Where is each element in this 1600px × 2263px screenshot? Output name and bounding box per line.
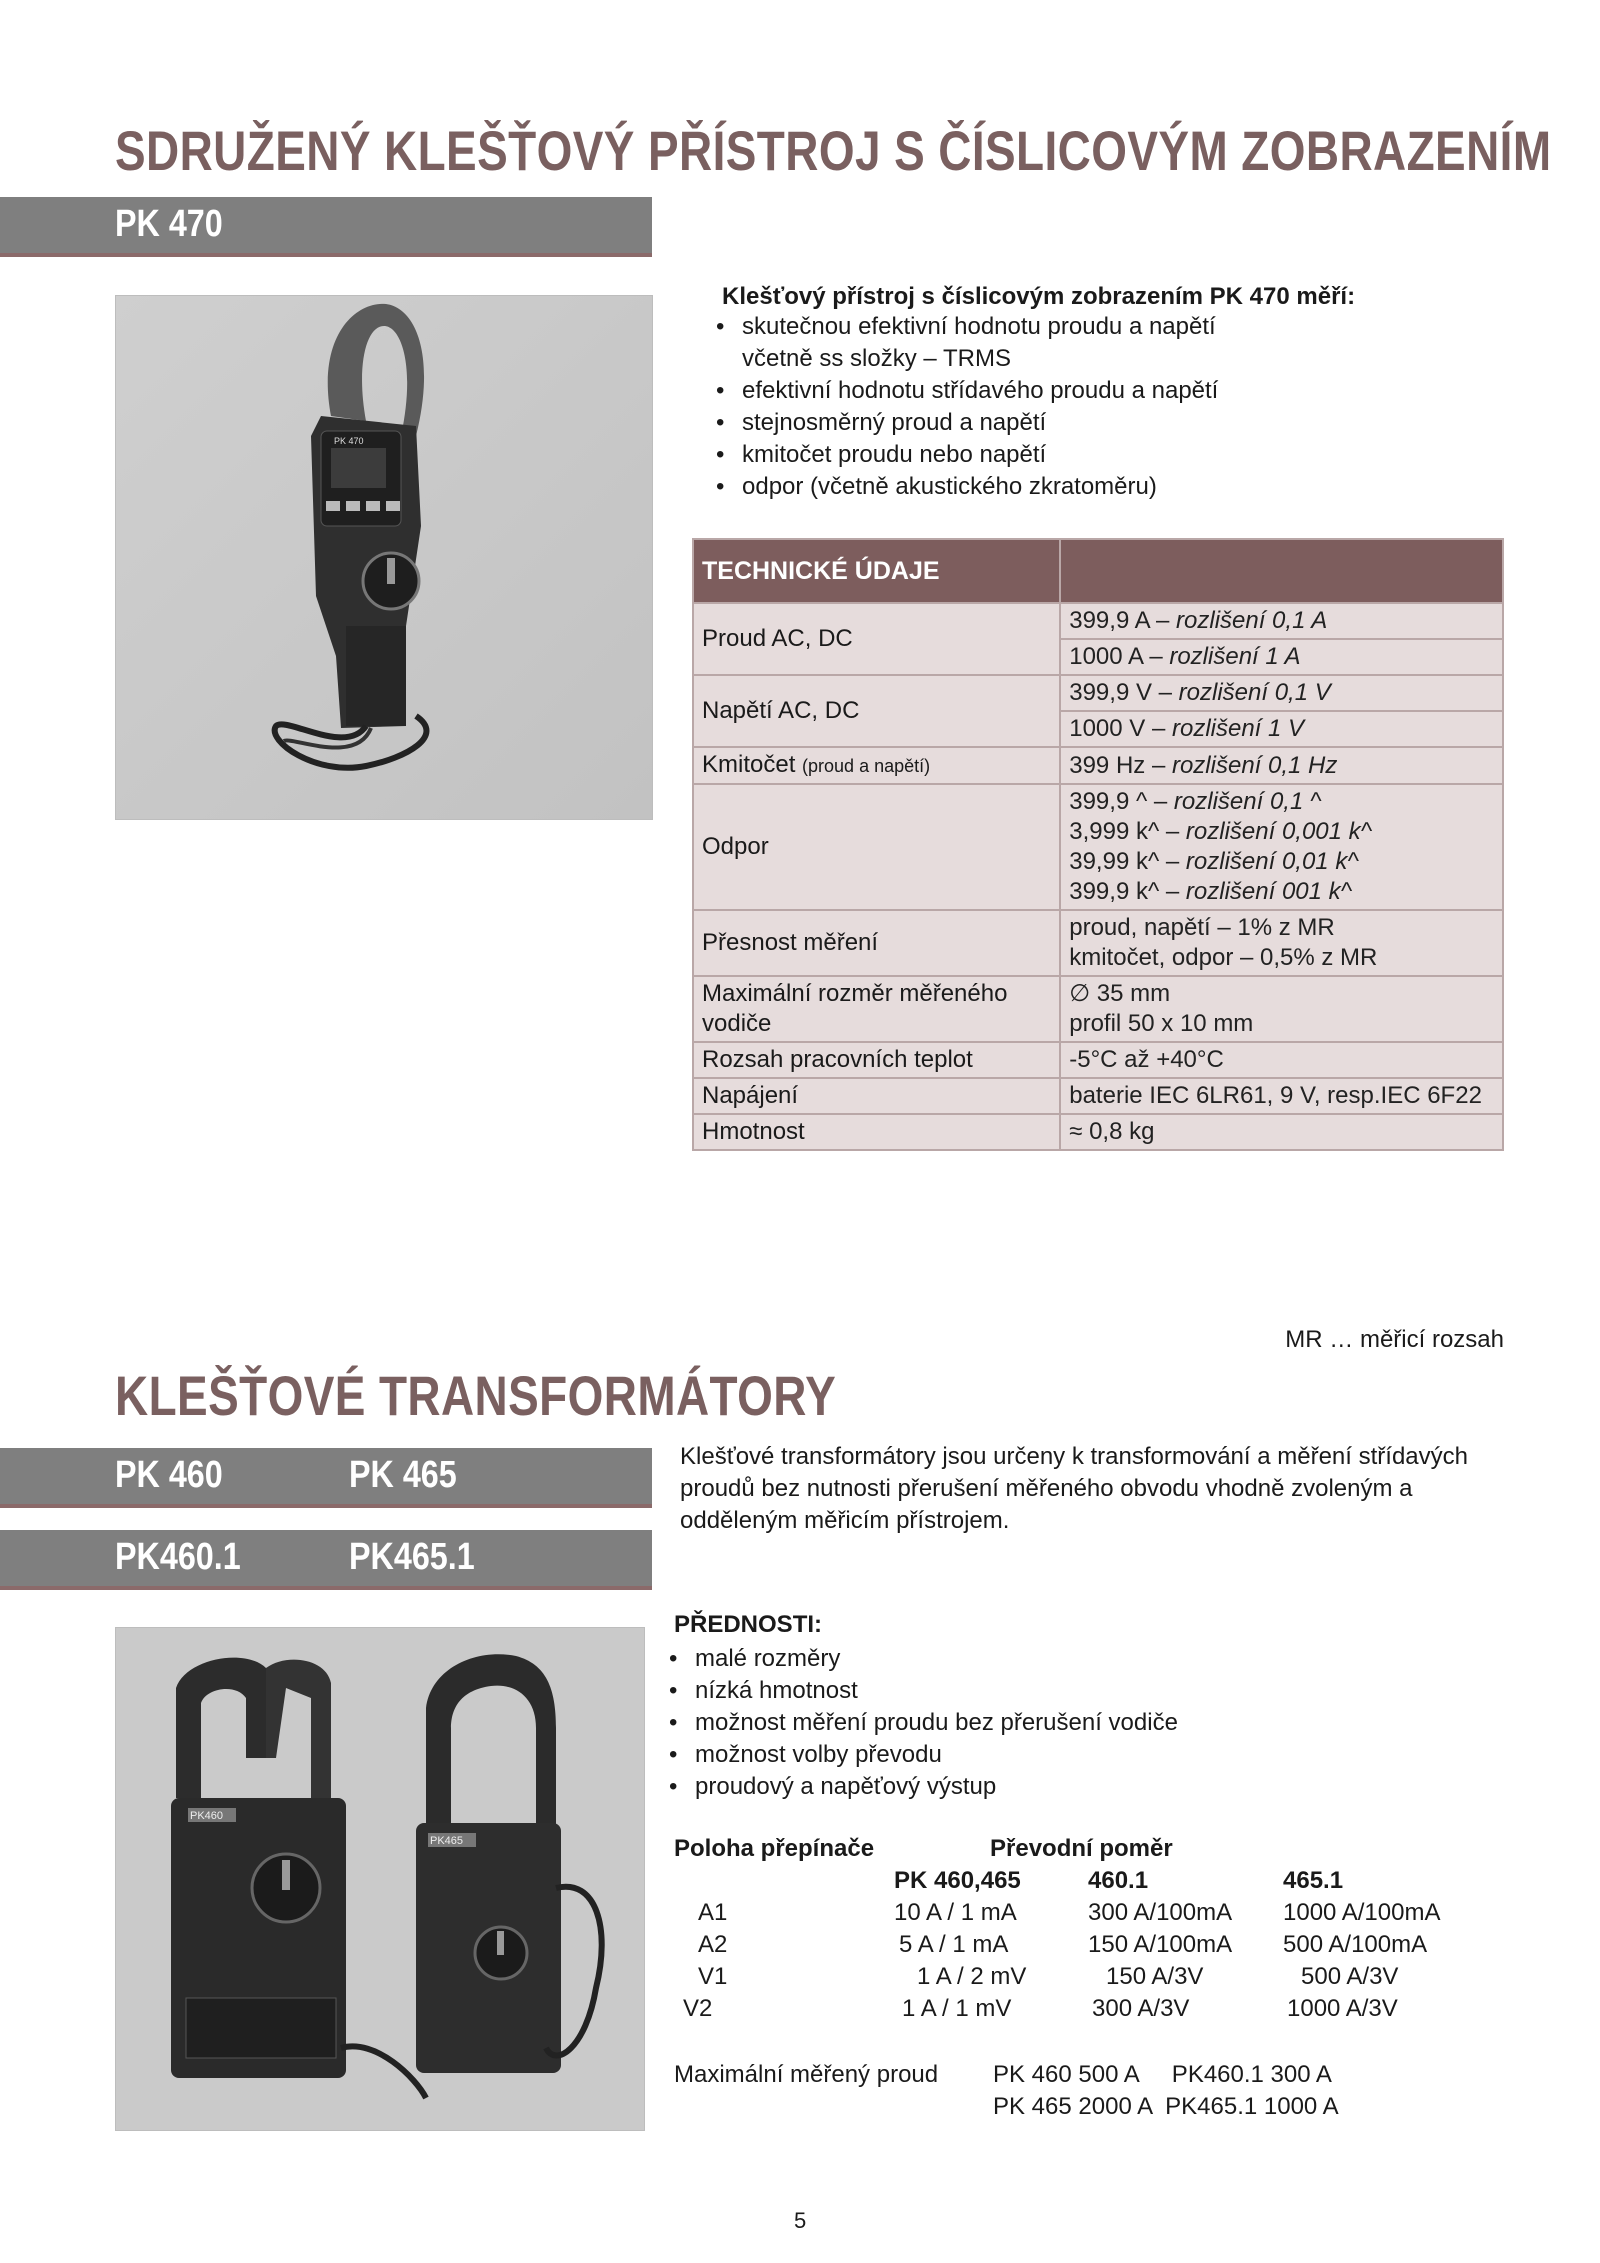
ratio-cell: 300 A/3V <box>1092 1995 1190 2022</box>
table-cell: 399,9 ^ – rozlišení 0,1 ^ 3,999 k^ – rozlišení 0,001 k^ 39,99 k^ – rozlišení 0,01 k^ 399,9 k^ – rozlišení 001 k^ <box>1060 784 1503 910</box>
table-cell: ∅ 35 mm profil 50 x 10 mm <box>1060 976 1503 1042</box>
table-cell: 399,9 A – rozlišení 0,1 A <box>1060 603 1503 639</box>
row-label-napajeni: Napájení <box>693 1078 1060 1114</box>
measurement-list <box>712 311 1512 503</box>
row-label-proud: Proud AC, DC <box>693 603 1060 675</box>
section1-heading: SDRUŽENÝ KLEŠŤOVÝ PŘÍSTROJ S ČÍSLICOVÝM ZOBRAZENÍM <box>115 119 1552 182</box>
transformer-description: Klešťové transformátory jsou určeny k transformování a měření střídavých proudů bez nutnosti přerušení měřeného obvodu vhodně zvoleným a odděleným měřicím přístrojem. <box>680 1443 1468 1534</box>
list-item: • skutečnou efektivní hodnotu proudu a napětí včetně ss složky – TRMS <box>712 311 1512 375</box>
list-item: • možnost měření proudu bez přerušení vodiče <box>665 1707 1465 1739</box>
intro-title: Klešťový přístroj s číslicovým zobrazením PK 470 měří: <box>722 283 1356 310</box>
ratio-sub-1: PK 460,465 <box>894 1867 1021 1894</box>
ratio-cell: 500 A/100mA <box>1283 1931 1428 1958</box>
device-label-a: PK460 <box>190 1810 224 1822</box>
advantages-list <box>665 1643 1465 1803</box>
max-current-line-2: PK 465 2000 A PK465.1 1000 A <box>993 2093 1339 2120</box>
model-bar-label: PK460.1 <box>115 1536 241 1578</box>
model-bar-pk460-465 <box>0 1448 652 1508</box>
table-cell: 1000 A – rozlišení 1 A <box>1060 639 1503 675</box>
row-label-hmotnost: Hmotnost <box>693 1114 1060 1150</box>
list-item: • malé rozměry <box>665 1643 1465 1675</box>
ratio-cell: 1000 A/3V <box>1287 1995 1398 2022</box>
max-current-line-1: PK 460 500 A PK460.1 300 A <box>993 2061 1332 2088</box>
clamp-meter-illustration <box>116 296 652 819</box>
ratio-cell: A1 <box>698 1899 728 1926</box>
row-label-presnost: Přesnost měření <box>693 910 1060 976</box>
list-item: • kmitočet proudu nebo napětí <box>712 439 1512 471</box>
max-current-label: Maximální měřený proud <box>674 2061 939 2088</box>
table-cell: ≈ 0,8 kg <box>1060 1114 1503 1150</box>
model-bar-label: PK 465 <box>349 1454 457 1496</box>
table-cell: -5°C až +40°C <box>1060 1042 1503 1078</box>
ratio-col-ratio: Převodní poměr <box>990 1835 1173 1862</box>
ratio-cell: V2 <box>683 1995 713 2022</box>
ratio-cell: V1 <box>698 1963 728 1990</box>
list-item: • odpor (včetně akustického zkratoměru) <box>712 471 1512 503</box>
list-item: • možnost volby převodu <box>665 1739 1465 1771</box>
table-cell: baterie IEC 6LR61, 9 V, resp.IEC 6F22 <box>1060 1078 1503 1114</box>
row-label-kmitocet: Kmitočet (proud a napětí) <box>693 747 1060 784</box>
device-label-b: PK465 <box>430 1835 464 1847</box>
ratio-col-switch: Poloha přepínače <box>674 1835 875 1862</box>
model-bar-label: PK 470 <box>115 203 223 245</box>
clamp-transformers-illustration <box>116 1628 644 2130</box>
model-bar-label: PK465.1 <box>349 1536 475 1578</box>
ratio-cell: 1000 A/100mA <box>1283 1899 1441 1926</box>
section2-heading: KLEŠŤOVÉ TRANSFORMÁTORY <box>115 1364 837 1427</box>
pk470-photo <box>115 295 653 820</box>
model-bar-pk470 <box>0 197 652 257</box>
table-cell: proud, napětí – 1% z MR kmitočet, odpor – 0,5% z MR <box>1060 910 1503 976</box>
list-item: • efektivní hodnotu střídavého proudu a napětí <box>712 375 1512 407</box>
row-label-rozmer: Maximální rozměr měřeného vodiče <box>693 976 1060 1042</box>
model-bar-label: PK 460 <box>115 1454 223 1496</box>
footnote: MR … měřicí rozsah <box>1285 1326 1504 1353</box>
ratio-cell: A2 <box>698 1931 728 1958</box>
ratio-cell: 300 A/100mA <box>1088 1899 1233 1926</box>
ratio-cell: 5 A / 1 mA <box>899 1931 1009 1958</box>
row-label-teplota: Rozsah pracovních teplot <box>693 1042 1060 1078</box>
ratio-cell: 1 A / 1 mV <box>902 1995 1012 2022</box>
table-cell: 1000 V – rozlišení 1 V <box>1060 711 1503 747</box>
ratio-cell: 10 A / 1 mA <box>894 1899 1017 1926</box>
pk460-465-photo <box>115 1627 645 2131</box>
device-label: PK 470 <box>334 436 364 446</box>
ratio-cell: 150 A/3V <box>1106 1963 1204 1990</box>
model-bar-pk460-1-465-1 <box>0 1530 652 1590</box>
table-header: TECHNICKÉ ÚDAJE <box>693 539 1060 603</box>
ratio-cell: 500 A/3V <box>1301 1963 1399 1990</box>
row-label-napeti: Napětí AC, DC <box>693 675 1060 747</box>
table-header-empty <box>1060 539 1503 603</box>
advantages-title: PŘEDNOSTI: <box>674 1611 823 1638</box>
ratio-cell: 150 A/100mA <box>1088 1931 1233 1958</box>
row-label-odpor: Odpor <box>693 784 1060 910</box>
table-cell: 399,9 V – rozlišení 0,1 V <box>1060 675 1503 711</box>
ratio-sub-2: 460.1 <box>1088 1867 1149 1894</box>
list-item: • nízká hmotnost <box>665 1675 1465 1707</box>
list-item: • proudový a napěťový výstup <box>665 1771 1465 1803</box>
page-number: 5 <box>794 2208 807 2233</box>
technical-data-table <box>692 538 1504 1151</box>
table-cell: 399 Hz – rozlišení 0,1 Hz <box>1060 747 1503 784</box>
list-item: • stejnosměrný proud a napětí <box>712 407 1512 439</box>
ratio-cell: 1 A / 2 mV <box>917 1963 1027 1990</box>
ratio-sub-3: 465.1 <box>1283 1867 1344 1894</box>
